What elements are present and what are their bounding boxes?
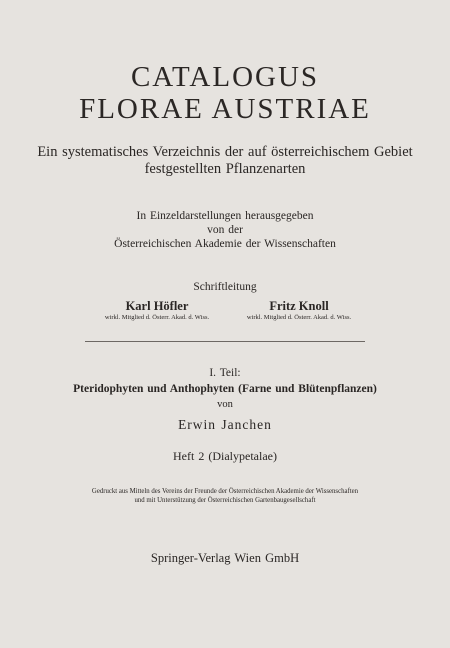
support-note-line-1: Gedruckt aus Mitteln des Vereins der Freunde der Österreichischen Akademie der Wissenschaften <box>91 488 359 495</box>
subtitle-line-1: Ein systematisches Verzeichnis der auf österreichischem Gebiet <box>37 144 413 160</box>
main-title-line-1: CATALOGUS <box>130 61 320 93</box>
publisher-name: Springer-Verlag Wien GmbH <box>150 551 300 565</box>
editor-name: Fritz Knoll <box>269 299 329 313</box>
editor-hoefler <box>82 299 232 322</box>
editor-role: wirkl. Mitglied d. Österr. Akad. d. Wiss. <box>246 314 352 321</box>
main-title-line-2: FLORAE AUSTRIAE <box>79 93 371 125</box>
editor-knoll <box>224 299 374 322</box>
part-author: Erwin Janchen <box>178 417 272 432</box>
part-by: von <box>217 399 233 410</box>
publisher-info-line-2: von der <box>207 224 243 236</box>
editors-block <box>0 299 450 323</box>
divider-rule <box>85 341 365 342</box>
editor-name: Karl Höfler <box>125 299 189 313</box>
part-title: Pteridophyten und Anthophyten (Farne und Blütenpflanzen) <box>73 383 377 395</box>
subtitle-line-2: festgestellten Pflanzenarten <box>144 161 306 177</box>
editorship-label: Schriftleitung <box>193 281 257 293</box>
editor-role: wirkl. Mitglied d. Österr. Akad. d. Wiss. <box>104 314 210 321</box>
part-label: I. Teil: <box>209 367 241 379</box>
part-issue: Heft 2 (Dialypetalae) <box>173 449 277 463</box>
publisher-info-line-3: Österreichischen Akademie der Wissenschaften <box>114 238 336 250</box>
support-note-line-2: und mit Unterstützung der Österreichischen Gartenbaugesellschaft <box>134 497 316 504</box>
publisher-info-line-1: In Einzeldarstellungen herausgegeben <box>136 210 314 222</box>
